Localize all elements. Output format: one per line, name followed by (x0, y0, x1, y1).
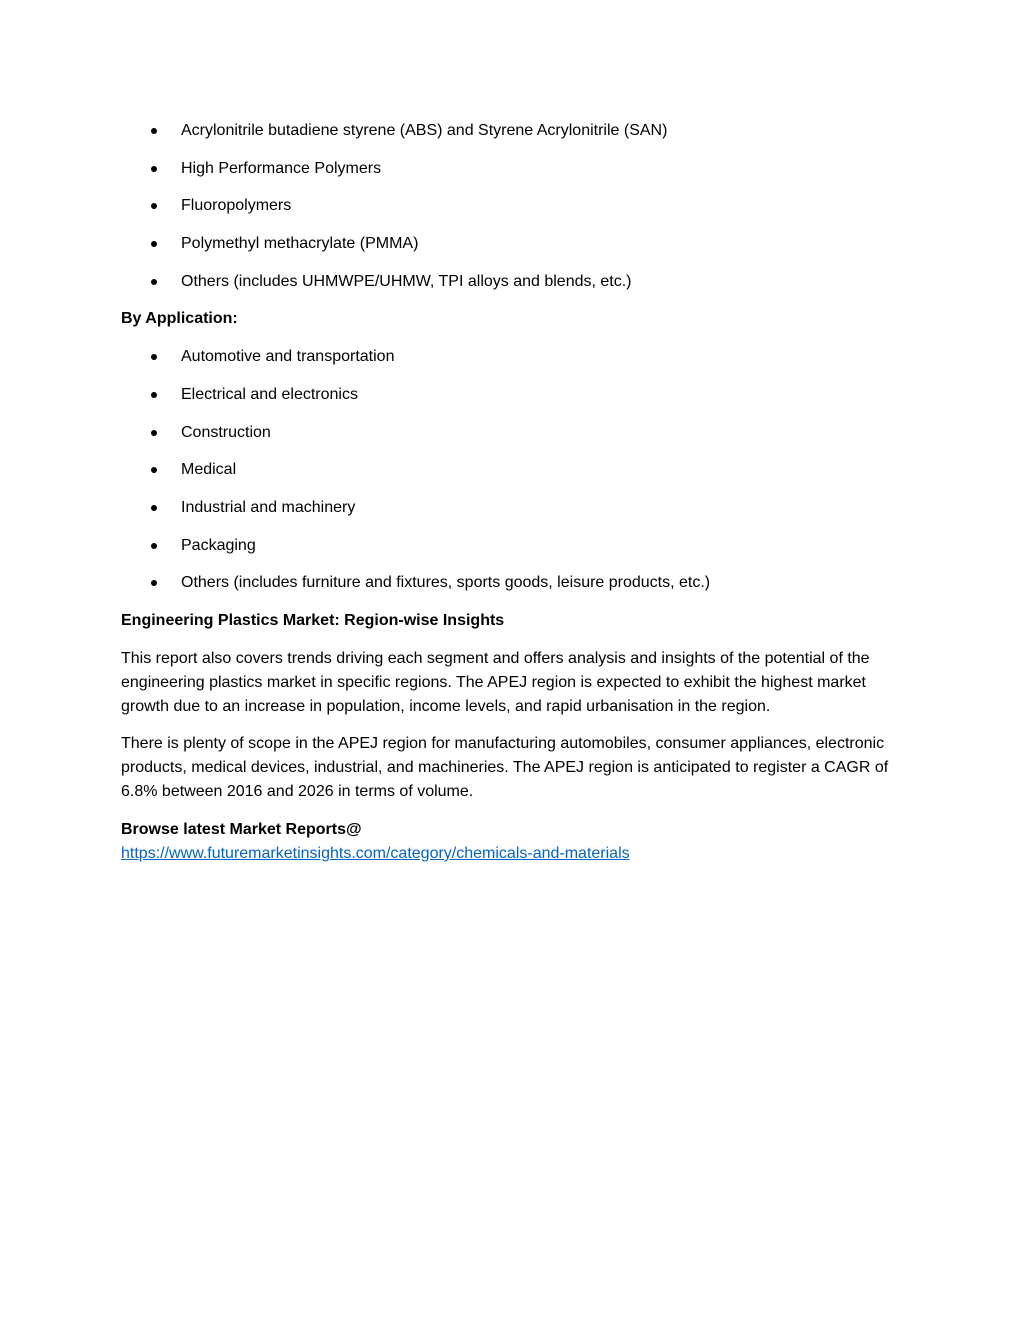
bullet-icon (151, 203, 157, 209)
bullet-icon (151, 354, 157, 360)
apej-paragraph: There is plenty of scope in the APEJ region for manufacturing automobiles, consumer appliances, electronic products, medical devices, industrial, and machineries. The APEJ region is anticipated to register a CAGR of 6.8% between 2016 and 2026 in terms of volume. (121, 735, 889, 801)
list-item (121, 458, 891, 482)
bullet-icon (151, 505, 157, 511)
list-item (121, 534, 891, 558)
list-item-text: High Performance Polymers (181, 159, 382, 177)
list-item-text: Polymethyl methacrylate (PMMA) (181, 235, 419, 253)
bullet-icon (151, 279, 157, 285)
list-item (121, 232, 891, 256)
list-item (121, 383, 891, 407)
list-item-text: Construction (181, 423, 271, 441)
list-item-text: Fluoropolymers (181, 197, 292, 215)
document-page (121, 119, 891, 866)
region-heading: Engineering Plastics Market: Region-wise Insights (121, 611, 505, 629)
list-item-text: Medical (181, 461, 237, 479)
polymer-type-list (121, 119, 891, 294)
list-item-text: Automotive and transportation (181, 348, 395, 366)
bullet-icon (151, 467, 157, 473)
bullet-icon (151, 128, 157, 134)
list-item (121, 119, 891, 143)
list-item-text: Packaging (181, 536, 256, 554)
list-item-text: Others (includes furniture and fixtures, sports goods, leisure products, etc.) (181, 574, 711, 592)
list-item (121, 496, 891, 520)
list-item (121, 345, 891, 369)
list-item-text: Acrylonitrile butadiene styrene (ABS) and Styrene Acrylonitrile (SAN) (181, 122, 668, 139)
list-item (121, 270, 891, 294)
list-item (121, 421, 891, 445)
bullet-icon (151, 241, 157, 247)
list-item-text: Industrial and machinery (181, 498, 356, 516)
application-list (121, 345, 891, 595)
browse-heading: Browse latest Market Reports@ (121, 821, 362, 838)
market-reports-link[interactable]: https://www.futuremarketinsights.com/category/chemicals-and-materials (121, 845, 630, 862)
bullet-icon (151, 543, 157, 549)
bullet-icon (151, 392, 157, 398)
list-item (121, 194, 891, 218)
bullet-icon (151, 166, 157, 172)
list-item-text: Others (includes UHMWPE/UHMW, TPI alloys and blends, etc.) (181, 272, 632, 290)
list-item-text: Electrical and electronics (181, 385, 358, 403)
region-paragraph: This report also covers trends driving each segment and offers analysis and insights of the potential of the engineering plastics market in specific regions. The APEJ region is expected to exhibit the highest market growth due to an increase in population, income levels, and rapid urbanisation in the region. (121, 649, 870, 715)
list-item (121, 571, 891, 595)
application-heading: By Application: (121, 310, 238, 328)
bullet-icon (151, 430, 157, 436)
list-item (121, 157, 891, 181)
bullet-icon (151, 580, 157, 586)
